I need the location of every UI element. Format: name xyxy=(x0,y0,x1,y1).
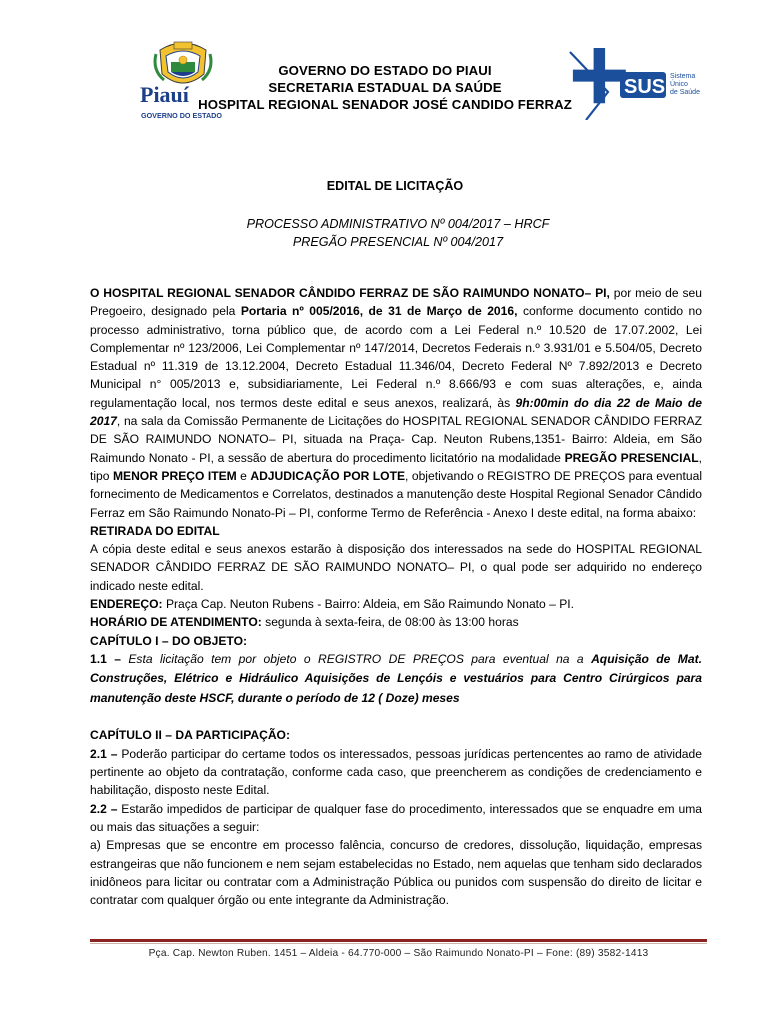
document-title: EDITAL DE LICITAÇÃO xyxy=(326,179,464,193)
endereco-value: Praça Cap. Neuton Rubens - Bairro: Aldeia, em São Raimundo Nonato – PI. xyxy=(162,597,574,612)
retirada-heading xyxy=(90,522,702,540)
endereco-label: ENDEREÇO: xyxy=(90,597,163,612)
retirada-heading-text: RETIRADA DO EDITAL xyxy=(90,523,220,538)
cap2-item-2-num: 2.2 – xyxy=(90,801,118,816)
piaui-logo-subtitle: GOVERNO DO ESTADO xyxy=(141,111,222,120)
cap2-heading-text: CAPÍTULO II – DA PARTICIPAÇÃO: xyxy=(90,728,290,743)
endereco-line xyxy=(90,595,702,613)
cap2-item-2 xyxy=(90,800,702,837)
process-number: PROCESSO ADMINISTRATIVO Nº 004/2017 – HRCF xyxy=(246,217,550,231)
cap2-heading xyxy=(90,726,702,744)
footer-address: Pça. Cap. Newton Ruben. 1451 – Aldeia - 64.770-000 – São Raimundo Nonato-PI – Fone: (89) 3582-1413 xyxy=(148,948,649,959)
cap1-item-num: 1.1 – xyxy=(90,651,121,666)
intro-adjudicacao: ADJUDICAÇÃO POR LOTE xyxy=(250,468,406,483)
sus-logo-caption-3: de Saúde xyxy=(670,89,700,96)
horario-label: HORÁRIO DE ATENDIMENTO: xyxy=(90,615,262,630)
intro-paragraph xyxy=(90,284,702,522)
cap2-item-1-num: 2.1 – xyxy=(90,746,118,761)
intro-portaria: Portaria nº 005/2016, de 31 de Março de 2016, xyxy=(240,304,518,319)
cap2-item-1 xyxy=(90,745,702,800)
cap2-item-1-text: Poderão participar do certame todos os interessados, pessoas jurídicas pertencentes ao ramo de atividade pertinente ao objeto da contratação, conforme cada caso, que preencherem as condições de credenciamento e habilitação, disposto neste Edital. xyxy=(90,746,702,798)
intro-text-c: , na sala da Comissão Permanente de Licitações do HOSPITAL REGIONAL SENADOR CÂNDIDO FERRAZ DE SÃO RAIMUNDO NONATO– PI, situada na Praça- Cap. Neuton Rubens,1351- Bairro: Aldeia, em São Raimundo Nonato - PI, a sessão de abertura do procedimento licitatório na modalidade xyxy=(90,414,702,465)
document-body xyxy=(90,284,702,909)
intro-hospital-name: O HOSPITAL REGIONAL SENADOR CÂNDIDO FERRAZ DE SÃO RAIMUNDO NONATO– PI, xyxy=(90,286,610,300)
sus-logo-caption-1: Sistema xyxy=(670,73,696,80)
intro-modalidade: PREGÃO PRESENCIAL xyxy=(564,450,699,465)
letterhead-line-3: HOSPITAL REGIONAL SENADOR JOSÉ CANDIDO FERRAZ xyxy=(198,97,572,112)
letterhead-line-2: SECRETARIA ESTADUAL DA SAÚDE xyxy=(268,80,502,95)
intro-text-f: , objetivando o REGISTRO DE PREÇOS para eventual fornecimento de Medicamentos e Correlatos, destinados a manutenção deste Hospital Regional Senador Cândido Ferraz em São Raimundo Nonato-Pi – PI, conforme Termo de Referência - Anexo I deste edital xyxy=(90,468,703,520)
intro-text-a: por meio de seu Pregoeiro, designado pela xyxy=(90,286,702,319)
cap1-item xyxy=(90,650,702,709)
letterhead-line-1: GOVERNO DO ESTADO DO PIAUI xyxy=(278,63,492,78)
horario-line xyxy=(90,613,702,631)
pregao-number: PREGÃO PRESENCIAL Nº 004/2017 xyxy=(292,235,504,249)
cap2-item-a: a) Empresas que se encontre em processo falência, concurso de credores, dissolução, liquidação, empresas estrangeiras que não funcionem e nem sejam estabelecidas no Estado, nem aquelas que tenham sido declarados inidôneos para licitar ou contratar com a Administração Pública ou punidos com suspensão do direito de licitar e contratar com qualquer órgão ou ente integrante da Administração. xyxy=(90,838,702,908)
sus-logo-caption-2: Único xyxy=(670,81,688,88)
cap1-heading-text: CAPÍTULO I – DO OBJETO: xyxy=(90,633,248,648)
cap2-item-2-text: Estarão impedidos de participar de qualquer fase do procedimento, interessados que se enquadre em uma ou mais das situações a seguir: xyxy=(90,801,702,834)
intro-text-e: e xyxy=(236,468,251,483)
intro-text-d: , tipo xyxy=(90,450,702,483)
piaui-logo-brand: Piauí xyxy=(140,82,189,107)
process-info xyxy=(0,215,770,251)
footer-divider xyxy=(90,939,707,944)
sus-logo-brand: SUS xyxy=(624,76,666,98)
intro-tipo: MENOR PREÇO ITEM xyxy=(112,468,237,483)
letterhead xyxy=(150,62,620,113)
horario-value: segunda à sexta-feira, de 08:00 às 13:00 horas xyxy=(261,615,519,630)
intro-text-b: conforme documento contido no processo administrativo, torna público que, de acordo com a Lei Federal n.º 10.520 de 17.07.2002, Lei Complementar nº 123/2006, Lei Complementar nº 147/2014, Decretos Federais n.º 3.931/01 e 5.504/05, Decreto Estadual nº 11.319 de 13.12.2004, Decreto Estadual 11.346/04, Decreto Federal Nº 7.892/2013 e Decreto Municipal n° 005/2013 e, subsidiariamente, Lei Federal n.º 8.666/93 e com suas alterações, e, ainda regulamentação local, nos termos deste edital e seus anexos, realizará, às xyxy=(90,304,703,410)
intro-datetime: 9h:00min do dia 22 de Maio de 2017 xyxy=(90,395,702,429)
retirada-text: A cópia deste edital e seus anexos estarão à disposição dos interessados na sede do HOSPITAL REGIONAL SENADOR CÂNDIDO FERRAZ DE SÃO RAIMUNDO NONATO– PI, o qual pode ser adquirido no endereço indicado neste edital. xyxy=(90,542,702,593)
intro-text-g: , na forma abaixo: xyxy=(599,505,697,520)
cap1-item-object: Aquisição de Mat. Construções, Elétrico e Hidráulico Aquisições de Lençóis e vestuários para Centro Cirúrgicos para manutenção deste HSCF, durante o período de 12 ( Doze) meses xyxy=(90,651,702,705)
cap1-item-text: Esta licitação tem por objeto o REGISTRO DE PREÇOS para eventual na a xyxy=(120,651,592,666)
cap1-heading xyxy=(90,632,702,650)
